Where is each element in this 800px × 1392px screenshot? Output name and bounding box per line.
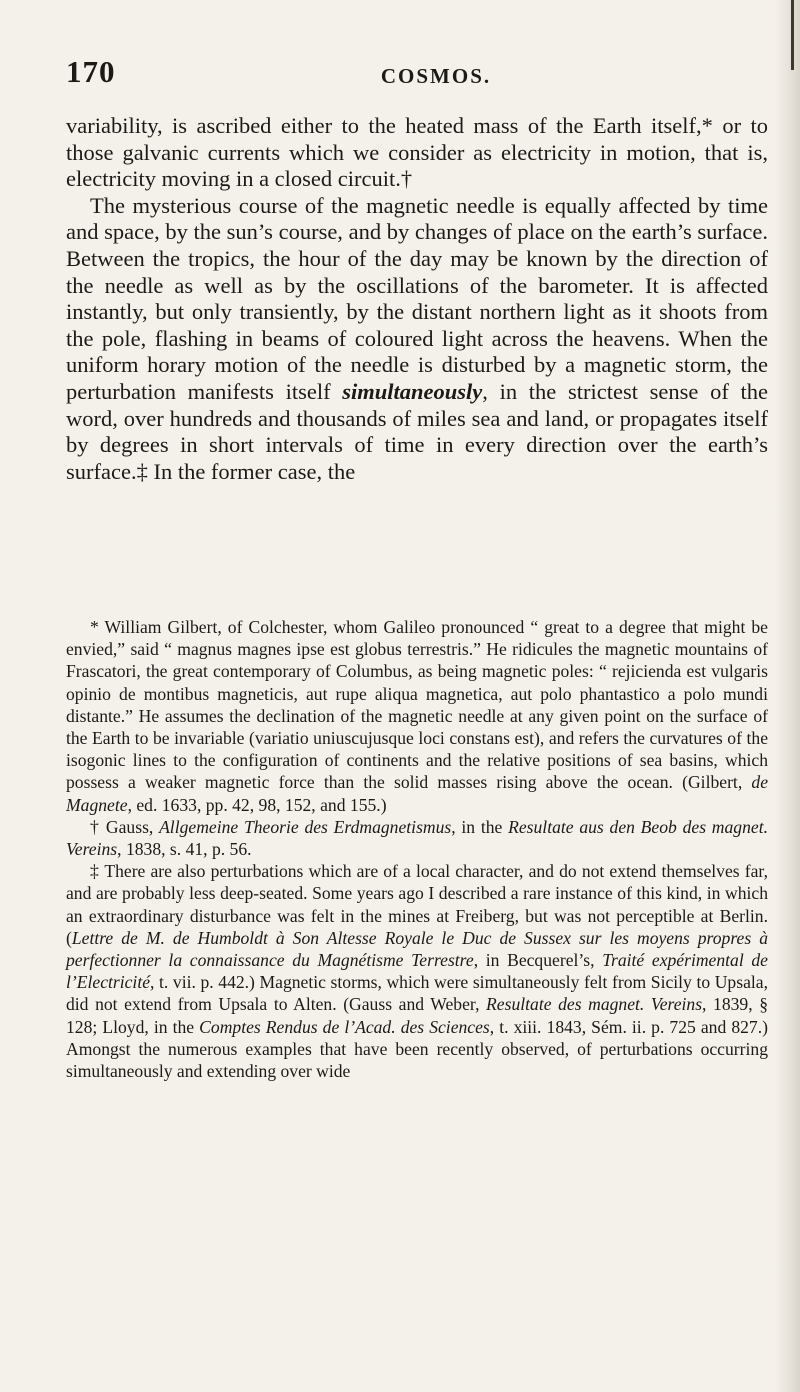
paragraph-1: [66, 113, 768, 193]
footnote-2-text: † Gauss,: [90, 816, 160, 837]
footnote-3-citation-title-3: Resultate des magnet. Vereins: [486, 994, 703, 1015]
paragraph-2-text-start: The mysterious course of the magnetic needle is equally affected by time and space, by the sun’s course, and by changes of place on the earth’s surface. Between the tropics, the hour of the day may be known by the direction of the needle as well as by the oscillations of the barometer. It is affected instantly, but only transiently, by the distant northern light as it shoots from the pole, flashing in beams of coloured light across the heavens. When the uniform horary motion of the needle is disturbed by a magnetic storm, the perturbation manifests itself: [66, 192, 768, 404]
footnote-1-citation-title: de Magnete: [66, 772, 768, 815]
footnote-3-citation-title-2: Traité expérimental de l’Electricité: [66, 950, 768, 993]
page-number: 170: [66, 54, 116, 89]
footnote-1-text-end: , ed. 1633, pp. 42, 98, 152, and 155.): [127, 794, 387, 815]
emphasis-simultaneously: simultaneously: [342, 378, 483, 404]
paragraph-1-text: variability, is ascribed either to the heated mass of the Earth itself,* or to those galvanic currents which we consider as electricity in motion, that is, electricity moving in a closed circuit.†: [66, 113, 768, 192]
running-title: COSMOS.: [380, 64, 492, 88]
footnote-3-citation-title-1: Lettre de M. de Humboldt à Son Altesse Royale le Duc de Sussex sur les moyens propres à perfectionner la connaissance du Magnétisme Terrestre: [66, 927, 768, 971]
footnote-1: [66, 616, 768, 816]
page-edge-shadow: [774, 0, 800, 1392]
main-text: [66, 113, 768, 485]
footnote-3-citation-title-4: Comptes Rendus de l’Acad. des Sciences: [199, 1016, 490, 1037]
footnote-3-text-3: , t. vii. p. 442.) Magnetic storms, which were simultaneously felt from Sicily to Upsala, did not extend from Upsala to Alten. (Gauss and Weber,: [66, 972, 768, 1015]
footnote-3-text-end: , t. xiii. 1843, Sém. ii. p. 725 and 827.) Amongst the numerous examples that have been recently observed, of perturbations occurring simultaneously and extending over wide: [66, 1016, 768, 1082]
footnote-3-text: ‡ There are also perturbations which are of a local character, and do not extend themselves far, and are probably less deep-seated. Some years ago I described a rare instance of this kind, in which an extraordinary disturbance was felt in the mines at Freiberg, but was not perceptible at Berlin. (: [66, 861, 768, 948]
footnote-2-citation-title-2: Resultate aus den Beob des magnet. Vereins: [66, 816, 768, 860]
footnotes: [66, 616, 768, 1082]
footnote-1-text: * William Gilbert, of Colchester, whom Galileo pronounced “ great to a degree that might be envied,” said “ magnus magnes ipse est globus terrestris.” He ridicules the magnetic mountains of Frascatori, the great contemporary of Columbus, as being magnetic poles: “ rejicienda est vulgaris opinio de montibus magneticis, aut rupe aliqua magnetica, aut polo phantastico a polo mundi distante.” He assumes the declination of the magnetic needle at any given point on the surface of the Earth to be invariable (variatio uniuscujusque loci constans est), and refers the curvatures of the isogonic lines to the configuration of continents and the relative positions of sea basins, which possess a weaker magnetic force than the solid masses rising above the ocean. (Gilbert,: [66, 617, 768, 793]
footnote-2-citation-title-1: Allgemeine Theorie des Erdmagnetismus: [159, 816, 452, 837]
footnote-2: [66, 816, 768, 860]
footnote-3: [66, 860, 768, 1082]
footnote-2-text-end: , 1838, s. 41, p. 56.: [117, 839, 252, 860]
footnote-3-text-2: , in Becquerel’s,: [473, 950, 603, 971]
paragraph-2-text-end: , in the strictest sense of the word, over hundreds and thousands of miles sea and land, or propagates itself by degrees in short intervals of time in every direction over the earth’s surface.‡ In the former case, the: [66, 378, 768, 484]
footnote-2-text-mid: , in the: [451, 816, 509, 837]
paragraph-2: [66, 193, 768, 486]
page-header: [66, 54, 766, 94]
footnote-3-text-4: , 1839, § 128; Lloyd, in the: [66, 994, 768, 1037]
